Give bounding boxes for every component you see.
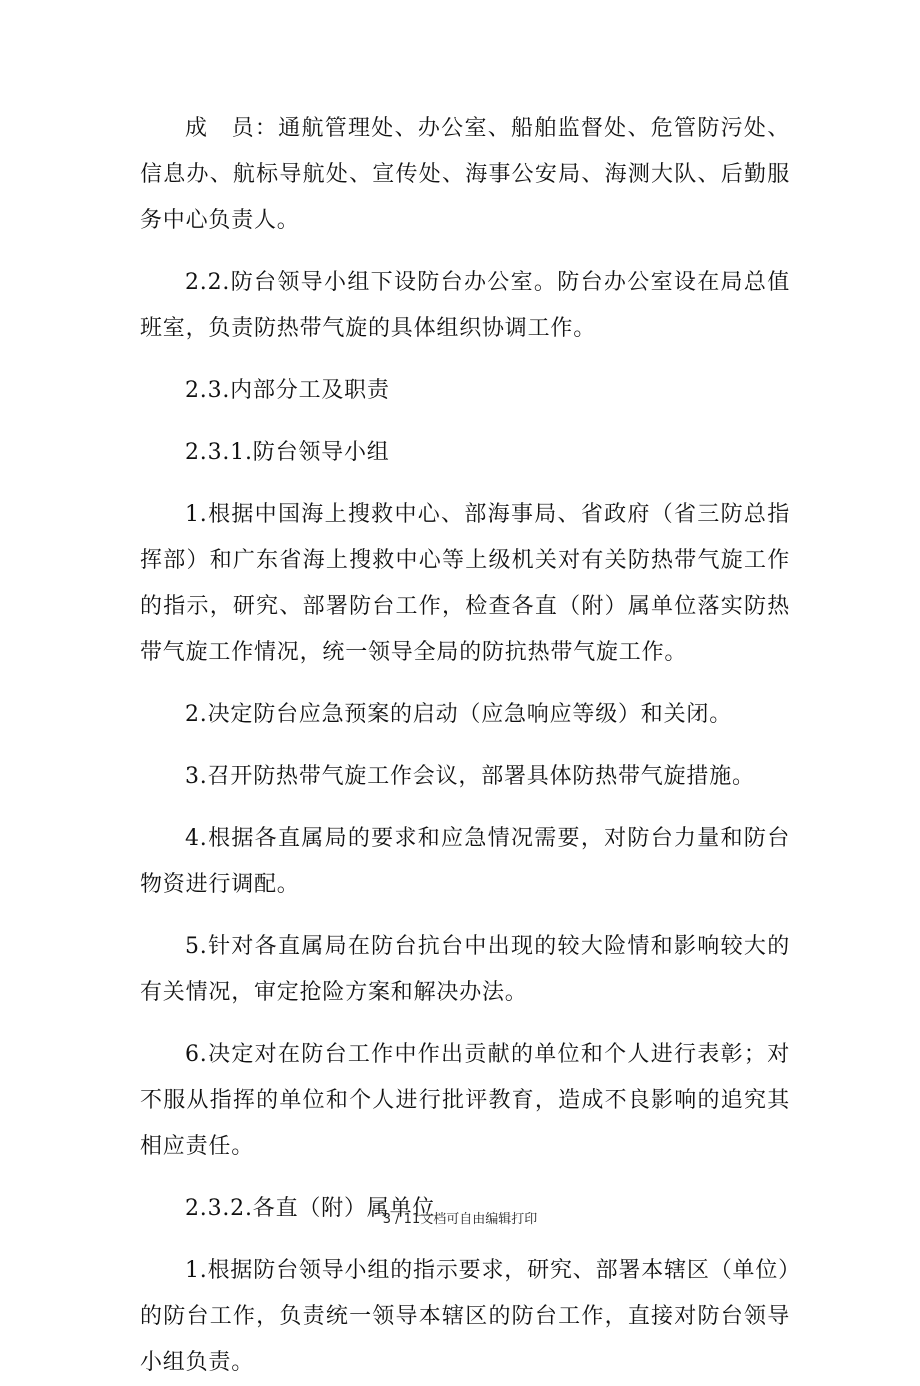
paragraph-item-5: 5.针对各直属局在防台抗台中出现的较大险情和影响较大的有关情况，审定抢险方案和解决办法。 bbox=[140, 934, 790, 1005]
paragraph-2-2: 2.2.防台领导小组下设防台办公室。防台办公室设在局总值班室，负责防热带气旋的具体组织协调工作。 bbox=[140, 270, 790, 341]
page-footer: 3 / 11文档可自由编辑打印 bbox=[382, 1212, 538, 1227]
heading-2-3-2: 2.3.2.各直（附）属单位 bbox=[185, 1196, 436, 1221]
document-body bbox=[140, 106, 790, 1386]
paragraph-item-6: 6.决定对在防台工作中作出贡献的单位和个人进行表彰；对不服从指挥的单位和个人进行批评教育，造成不良影响的追究其相应责任。 bbox=[140, 1042, 790, 1159]
paragraph-item-1: 1.根据中国海上搜救中心、部海事局、省政府（省三防总指挥部）和广东省海上搜救中心等上级机关对有关防热带气旋工作的指示，研究、部署防台工作，检查各直（附）属单位落实防热带气旋工作情况，统一领导全局的防抗热带气旋工作。 bbox=[140, 502, 790, 665]
heading-2-3: 2.3.内部分工及职责 bbox=[185, 378, 390, 403]
paragraph-item-2: 2.决定防台应急预案的启动（应急响应等级）和关闭。 bbox=[185, 702, 732, 727]
paragraph-item-4: 4.根据各直属局的要求和应急情况需要，对防台力量和防台物资进行调配。 bbox=[140, 826, 790, 897]
heading-2-3-1: 2.3.1.防台领导小组 bbox=[185, 440, 390, 465]
paragraph-item-3: 3.召开防热带气旋工作会议，部署具体防热带气旋措施。 bbox=[185, 764, 755, 789]
paragraph-unit-item-1: 1.根据防台领导小组的指示要求，研究、部署本辖区（单位）的防台工作，负责统一领导本辖区的防台工作，直接对防台领导小组负责。 bbox=[140, 1258, 790, 1375]
paragraph-members: 成 员：通航管理处、办公室、船舶监督处、危管防污处、信息办、航标导航处、宣传处、海事公安局、海测大队、后勤服务中心负责人。 bbox=[140, 116, 790, 233]
